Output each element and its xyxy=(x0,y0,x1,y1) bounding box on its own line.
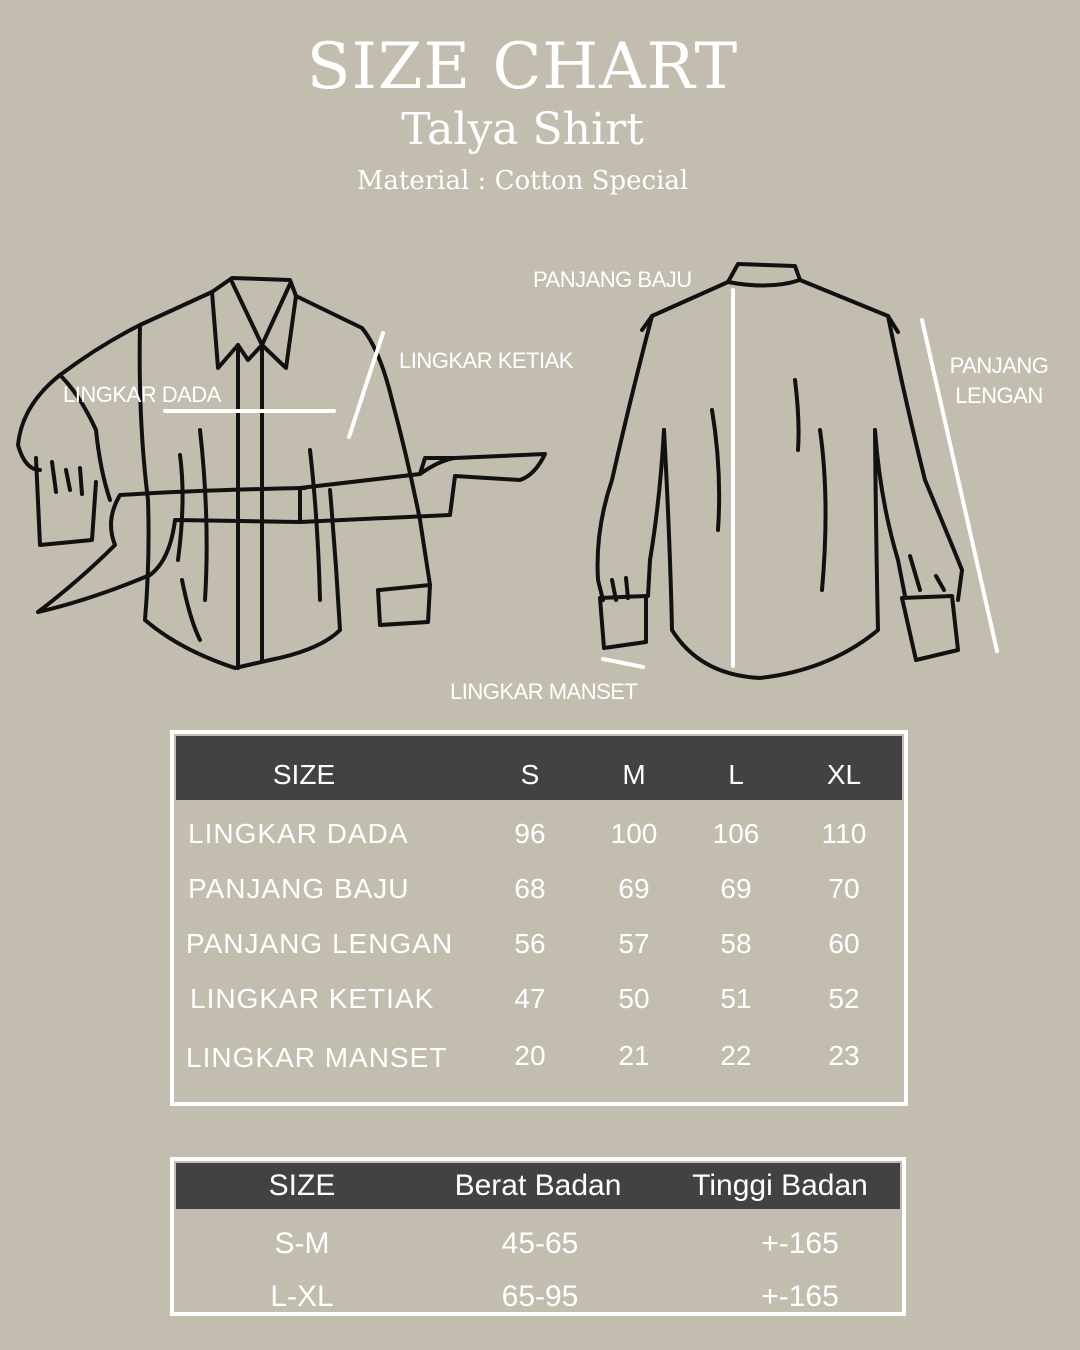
table-cell: 58 xyxy=(720,928,752,959)
header-s: S xyxy=(520,759,540,790)
table-cell: S-M xyxy=(274,1227,330,1260)
armhole-measure-line xyxy=(349,333,383,437)
label-lingkar-manset: LINGKAR MANSET xyxy=(450,679,638,704)
header-berat-badan: Berat Badan xyxy=(454,1169,622,1202)
table-cell: 110 xyxy=(821,818,867,849)
table-cell: 47 xyxy=(514,983,546,1014)
table-cell: 60 xyxy=(828,928,860,959)
table-cell: +-165 xyxy=(761,1280,839,1313)
header-size: SIZE xyxy=(268,1169,336,1202)
table-cell: +-165 xyxy=(761,1227,839,1260)
table-row-label: PANJANG LENGAN xyxy=(186,928,454,959)
size-measurement-table xyxy=(170,730,908,1106)
table-row-label: LINGKAR MANSET xyxy=(186,1042,448,1073)
label-panjang-lengan-line1: PANJANG xyxy=(949,353,1049,378)
header-size: SIZE xyxy=(272,759,336,790)
table-cell: 21 xyxy=(618,1040,650,1071)
label-panjang-lengan-line2: LENGAN xyxy=(955,383,1043,408)
header-l: L xyxy=(728,759,744,790)
header-xl: XL xyxy=(826,759,862,790)
table-cell: 96 xyxy=(514,818,546,849)
table-cell: 106 xyxy=(712,818,760,849)
product-name: Talya Shirt xyxy=(401,104,644,155)
table-cell: 69 xyxy=(720,873,752,904)
body-fit-table xyxy=(170,1157,906,1316)
table-cell: 56 xyxy=(514,928,546,959)
table-cell: 57 xyxy=(618,928,650,959)
back-shirt-sketch xyxy=(598,264,962,678)
table-cell: 51 xyxy=(720,983,752,1014)
table-cell: 23 xyxy=(828,1040,860,1071)
table-row-label: PANJANG BAJU xyxy=(188,873,410,904)
table-cell: 22 xyxy=(720,1040,752,1071)
page-title: SIZE CHART xyxy=(306,30,739,104)
table-cell: 65-95 xyxy=(501,1280,579,1313)
shirt-illustration xyxy=(0,250,1080,720)
table-row-label: LINGKAR KETIAK xyxy=(190,983,435,1014)
table-cell: L-XL xyxy=(270,1280,334,1313)
front-shirt-sketch xyxy=(18,278,545,668)
cuff-measure-line xyxy=(603,659,643,667)
table-cell: 45-65 xyxy=(501,1227,579,1260)
table-cell: 100 xyxy=(610,818,658,849)
table-cell: 52 xyxy=(828,983,860,1014)
label-lingkar-ketiak: LINGKAR KETIAK xyxy=(399,348,573,373)
label-panjang-baju: PANJANG BAJU xyxy=(533,267,692,292)
table-cell: 69 xyxy=(618,873,650,904)
table-row-label: LINGKAR DADA xyxy=(188,818,409,849)
table-cell: 50 xyxy=(618,983,650,1014)
table-cell: 70 xyxy=(828,873,860,904)
table-cell: 20 xyxy=(514,1040,546,1071)
table-cell: 68 xyxy=(514,873,546,904)
header-tinggi-badan: Tinggi Badan xyxy=(692,1169,868,1202)
material-info: Material : Cotton Special xyxy=(356,166,689,196)
header-m: M xyxy=(622,759,646,790)
label-lingkar-dada: LINGKAR DADA xyxy=(63,382,221,407)
